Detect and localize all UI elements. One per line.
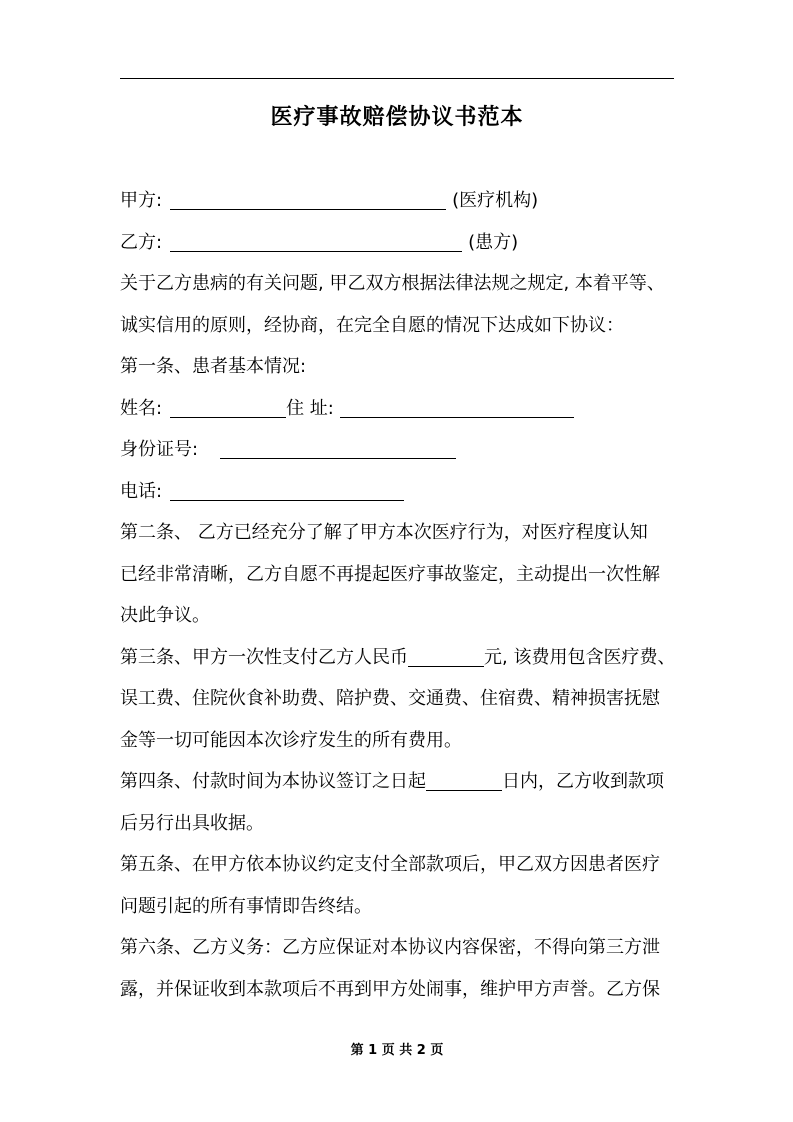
article-4-text-before: 第四条、付款时间为本协议签订之日起 — [120, 771, 426, 792]
article-2-line-1: 第二条、 乙方已经充分了解了甲方本次医疗行为，对医疗程度认知 — [120, 522, 648, 543]
header-rule — [120, 78, 674, 79]
phone-line — [120, 471, 674, 513]
address-label: 住 址: — [286, 397, 334, 419]
article-1-heading: 第一条、患者基本情况: — [120, 356, 307, 377]
party-a-suffix: (医疗机构) — [452, 190, 539, 211]
party-b-label: 乙方: — [120, 231, 163, 253]
article-6-line-2: 露，并保证收到本款项后不再到甲方处闹事，维护甲方声誉。乙方保 — [120, 978, 660, 1000]
article-2-line-2: 已经非常清晰，乙方自愿不再提起医疗事故鉴定，主动提出一次性解 — [120, 563, 660, 585]
article-5-line-1: 第五条、在甲方依本协议约定支付全部款项后，甲乙双方因患者医疗 — [120, 854, 660, 875]
article-4-line-1 — [120, 761, 674, 803]
name-blank — [170, 395, 286, 418]
intro-line-1: 关于乙方患病的有关问题, 甲乙双方根据法律法规之规定, 本着平等、 — [120, 273, 665, 294]
id-number-blank — [220, 436, 456, 459]
phone-blank — [170, 478, 404, 501]
article-3-line-1 — [120, 637, 674, 679]
article-3-line-3: 金等一切可能因本次诊疗发生的所有费用。 — [120, 729, 462, 751]
id-number-line — [120, 429, 674, 471]
name-address-line — [120, 388, 674, 430]
days-blank — [426, 768, 502, 791]
document-title: 医疗事故赔偿协议书范本 — [270, 105, 524, 130]
intro-line-2: 诚实信用的原则，经协商，在完全自愿的情况下达成如下协议： — [120, 314, 624, 336]
id-number-label: 身份证号: — [120, 439, 199, 460]
party-b-line — [120, 222, 674, 264]
party-b-suffix: (患方) — [468, 231, 519, 253]
page-indicator: 第 1 页 共 2 页 — [350, 1043, 444, 1058]
article-3-line-2: 误工费、住院伙食补助费、陪护费、交通费、住宿费、精神损害抚慰 — [120, 688, 660, 709]
article-4-text-after: 日内，乙方收到款项 — [502, 771, 664, 792]
party-b-blank — [170, 229, 462, 252]
document-body — [120, 180, 674, 1010]
party-a-label: 甲方: — [120, 190, 163, 211]
party-a-blank — [170, 187, 446, 210]
article-5-line-2: 问题引起的所有事情即告终结。 — [120, 895, 372, 917]
amount-blank — [408, 644, 484, 667]
article-3-text-after: 元, 该费用包含医疗费、 — [484, 646, 676, 668]
article-6-line-1: 第六条、乙方义务：乙方应保证对本协议内容保密，不得向第三方泄 — [120, 937, 660, 958]
name-label: 姓名: — [120, 397, 163, 419]
article-2-line-3: 决此争议。 — [120, 605, 210, 626]
party-a-line — [120, 180, 674, 222]
article-4-line-2: 后另行出具收据。 — [120, 812, 264, 834]
phone-label: 电话: — [120, 480, 163, 502]
article-3-text-before: 第三条、甲方一次性支付乙方人民币 — [120, 646, 408, 668]
address-blank — [340, 395, 574, 418]
